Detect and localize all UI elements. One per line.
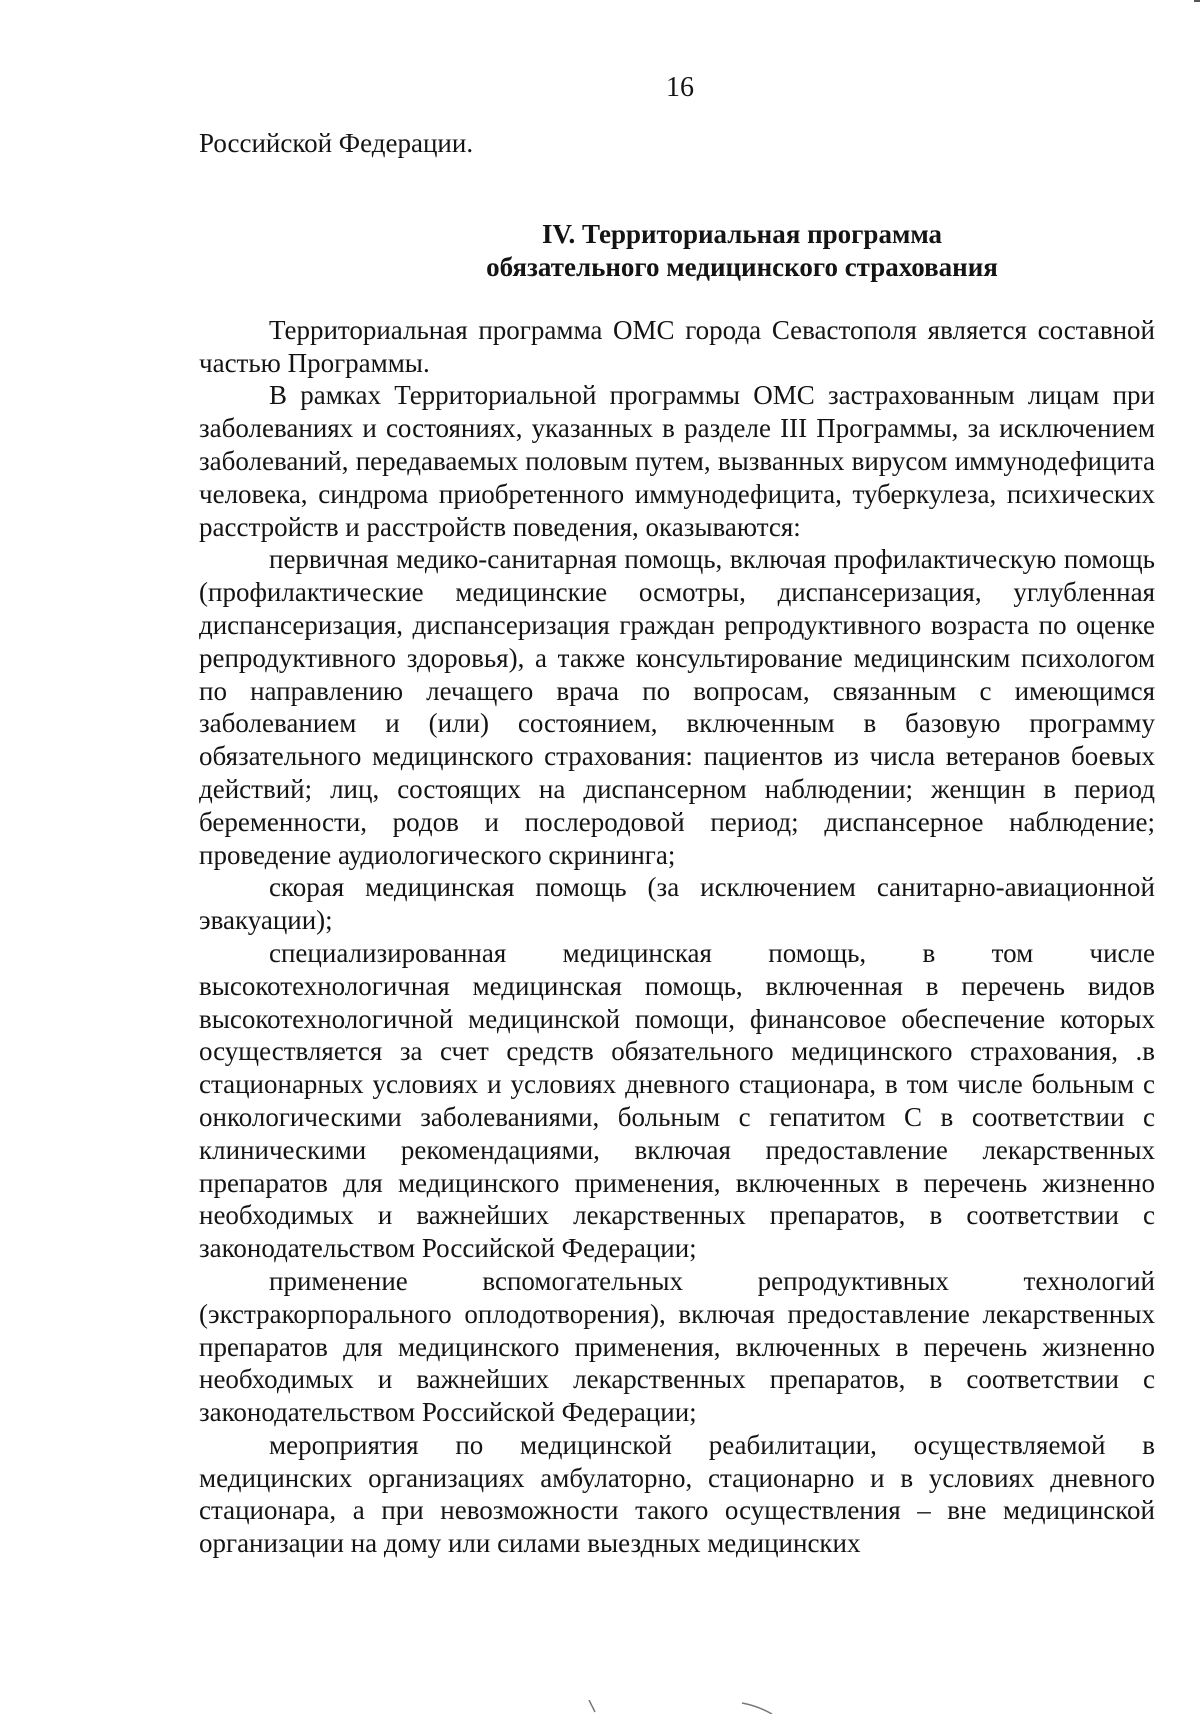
paragraph-7: мероприятия по медицинской реабилитации, осуществляемой в медицинских организациях амбулаторно, стационарно и в условиях дневного стационара, а при невозможности такого осуществления – вне медицинской организации на дому или силами выездных медицинских [199,1429,1155,1559]
section-heading-line-2: обязательного медицинского страхования [486,251,998,282]
document-body [199,127,1155,1560]
continuation-line: Российской Федерации. [199,128,474,158]
scan-artifact-left [585,1700,625,1714]
paragraph-2: В рамках Территориальной программы ОМС застрахованным лицам при заболеваниях и состояниях, указанных в разделе III Программы, за исключением заболеваний, передаваемых половым путем, вызванных вирусом иммунодефицита человека, синдрома приобретенного иммунодефицита, туберкулеза, психических расстройств и расстройств поведения, оказываются: [199,380,1155,542]
scan-artifact-right [740,1700,780,1714]
scan-edge-mark [1194,0,1200,12]
paragraph-5: специализированная медицинская помощь, в том числе высокотехнологичная медицинская помощь, включенная в перечень видов высокотехнологичной медицинской помощи, финансовое обеспечение которых осуществляется за счет средств обязательного медицинского страхования, .в стационарных условиях и условиях дневного стационара, в том числе больным с онкологическими заболеваниями, больным с гепатитом С в соответствии с клиническими рекомендациями, включая предоставление лекарственных препаратов для медицинского применения, включенных в перечень жизненно необходимых и важнейших лекарственных препаратов, в соответствии с законодательством Российской Федерации; [199,937,1155,1264]
paragraph-1: Территориальная программа ОМС города Севастополя является составной частью Программы. [199,314,1155,378]
section-heading [199,218,1155,284]
paragraph-3: первичная медико-санитарная помощь, включая профилактическую помощь (профилактические медицинские осмотры, диспансеризация, углубленная диспансеризация, диспансеризация граждан репродуктивного возраста по оценке репродуктивного здоровья), а также консультирование медицинским психологом по направлению лечащего врача по вопросам, связанным с имеющимся заболеванием и (или) состоянием, включенным в базовую программу обязательного медицинского страхования: пациентов из числа ветеранов боевых действий; лиц, состоящих на диспансерном наблюдении; женщин в период беременности, родов и послеродовой период; диспансерное наблюдение; проведение аудиологического скрининга; [199,544,1155,870]
paragraph-6: применение вспомогательных репродуктивных технологий (экстракорпорального оплодотворения), включая предоставление лекарственных препаратов для медицинского применения, включенных в перечень жизненно необходимых и важнейших лекарственных препаратов, в соответствии с законодательством Российской Федерации; [199,1265,1155,1428]
section-heading-line-1: IV. Территориальная программа [541,218,943,249]
paragraph-4: скорая медицинская помощь (за исключением санитарно-авиационной эвакуации); [199,872,1155,936]
page-number: 16 [666,72,694,103]
